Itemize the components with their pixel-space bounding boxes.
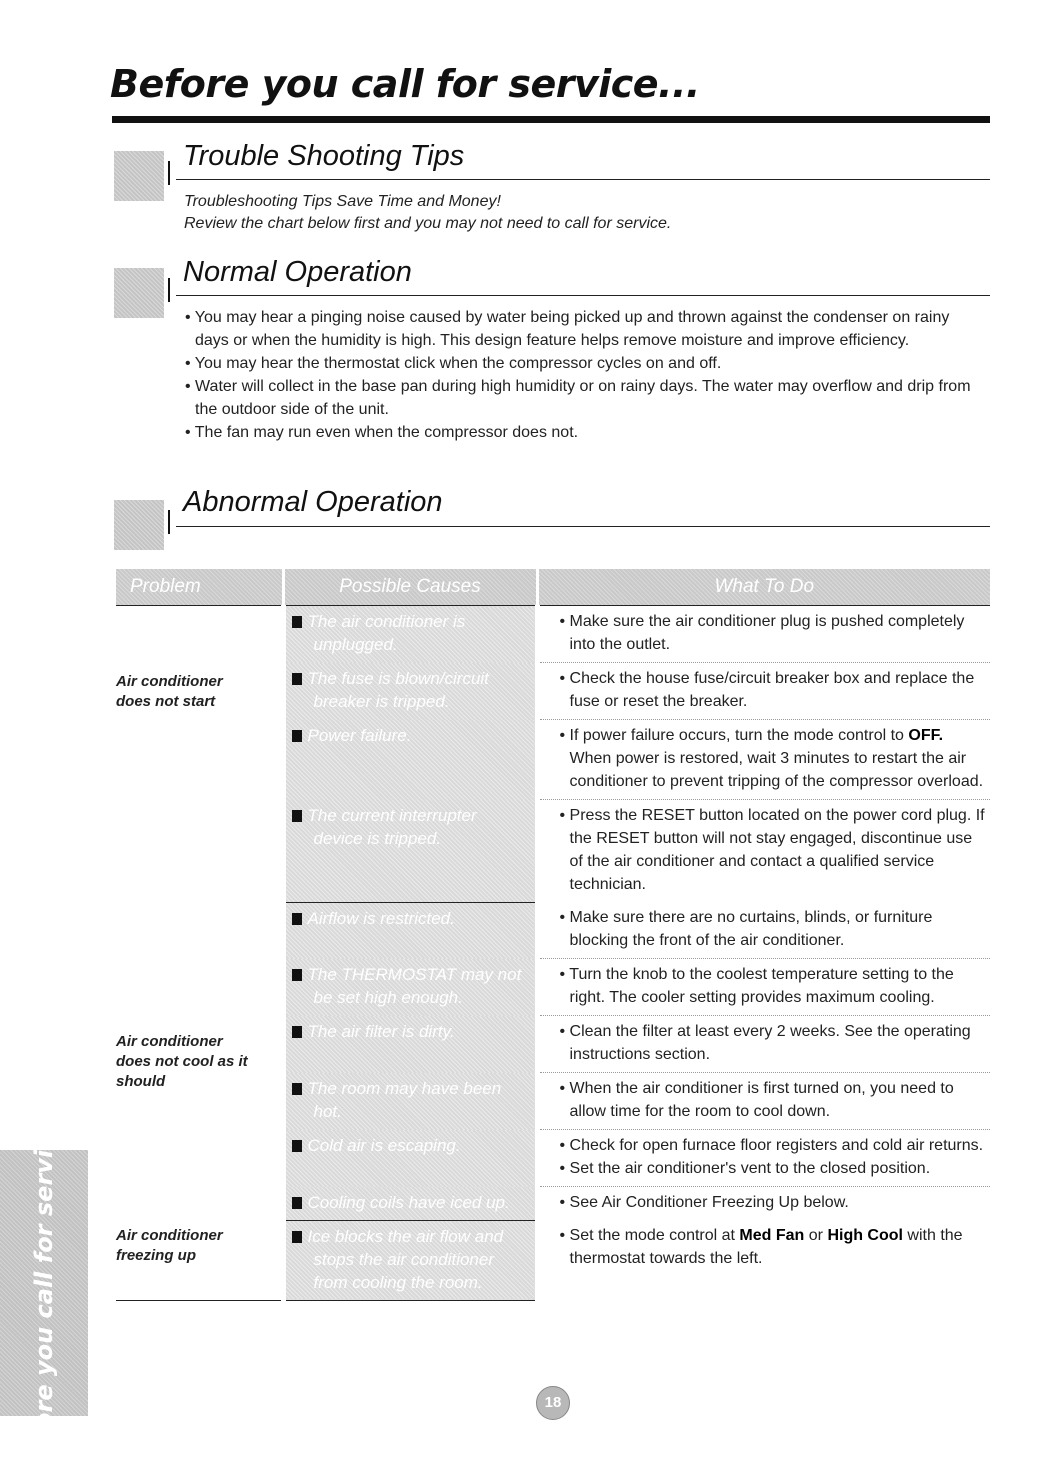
cause-cell: [283, 1016, 537, 1073]
todo-text-part: or: [804, 1227, 828, 1244]
todo-cell: [537, 720, 990, 800]
cause-cell: [283, 959, 537, 1016]
cause-text: Ice blocks the air flow and stops the air conditioner from cooling the room.: [307, 1226, 504, 1292]
header-what-to-do: What To Do: [537, 569, 990, 606]
bullet-square-icon: [292, 730, 302, 742]
todo-text-part: When power is restored, wait 3 minutes to restart the air conditioner to prevent tripping of the compressor overload.: [569, 750, 984, 790]
todo-text-bold: OFF.: [908, 727, 944, 744]
todo-text-bold: High Cool: [827, 1227, 903, 1244]
side-tab-label: Before you call for service...: [30, 1091, 58, 1474]
list-item: • You may hear the thermostat click when the compressor cycles on and off.: [183, 352, 983, 375]
cause-text: The room may have been hot.: [307, 1078, 502, 1121]
todo-cell: [537, 663, 990, 720]
todo-cell: [537, 800, 990, 903]
cause-cell: [283, 720, 537, 800]
problem-label: Air conditioner freezing up: [116, 1227, 223, 1264]
todo-text-bold: Med Fan: [739, 1227, 805, 1244]
cause-cell: [283, 902, 537, 959]
problem-cell: [116, 606, 283, 903]
page-number: 18: [536, 1386, 570, 1420]
todo-cell: [537, 1073, 990, 1130]
bullet-square-icon: [292, 1083, 302, 1095]
cause-cell: [283, 1130, 537, 1187]
problem-cell: [116, 902, 283, 1220]
tips-intro: [184, 191, 671, 235]
title-rule: [112, 116, 990, 123]
cause-text: The air filter is dirty.: [307, 1021, 455, 1041]
bullet-square-icon: [292, 1026, 302, 1038]
table-row: [116, 606, 990, 663]
cause-cell: [283, 800, 537, 903]
tips-heading: Trouble Shooting Tips: [183, 140, 465, 172]
todo-text: • Make sure the air conditioner plug is pushed completely into the outlet.: [560, 610, 987, 656]
todo-cell: [537, 902, 990, 959]
todo-text: • When the air conditioner is first turned on, you need to allow time for the room to cool down.: [560, 1077, 987, 1123]
normal-list: [183, 306, 983, 444]
cause-cell: [283, 606, 537, 663]
todo-text: • Clean the filter at least every 2 weeks. See the operating instructions section.: [560, 1020, 987, 1066]
cause-text: The THERMOSTAT may not be set high enough.: [307, 964, 522, 1007]
todo-text-part: with the thermostat towards the left.: [569, 1227, 963, 1267]
tips-rule: [176, 179, 990, 180]
table-row: [116, 1220, 990, 1300]
cause-text: Cold air is escaping.: [307, 1135, 461, 1155]
abnormal-heading: Abnormal Operation: [183, 486, 443, 518]
bullet-square-icon: [292, 616, 302, 628]
todo-text: • Press the RESET button located on the power cord plug. If the RESET button will not stay engaged, discontinue use of the air conditioner and contact a qualified service technician.: [560, 804, 987, 896]
troubleshooting-table: [116, 569, 990, 1301]
problem-cell: [116, 1220, 283, 1300]
table-header-row: [116, 569, 990, 606]
page-title: Before you call for service...: [110, 62, 700, 106]
list-item: • You may hear a pinging noise caused by water being picked up and thrown against the condenser on rainy days or when the humidity is high. This design feature helps remove moisture and improve efficiency.: [183, 306, 983, 352]
problem-label: Air conditioner does not start: [116, 673, 223, 710]
todo-text: • Turn the knob to the coolest temperature setting to the right. The cooler setting provides maximum cooling.: [560, 963, 987, 1009]
cause-text: Power failure.: [307, 725, 412, 745]
todo-cell: [537, 1187, 990, 1221]
list-item: • Water will collect in the base pan during high humidity or on rainy days. The water may overflow and drip from the outdoor side of the unit.: [183, 375, 983, 421]
bullet-square-icon: [292, 1197, 302, 1209]
cause-cell: [283, 1073, 537, 1130]
section-marker-icon: [114, 500, 164, 550]
todo-cell: [537, 1130, 990, 1187]
bullet-square-icon: [292, 913, 302, 925]
todo-text: • Make sure there are no curtains, blinds, or furniture blocking the front of the air conditioner.: [560, 906, 987, 952]
todo-text: • Check the house fuse/circuit breaker box and replace the fuse or reset the breaker.: [560, 667, 987, 713]
todo-text-part: If power failure occurs, turn the mode control to: [569, 727, 909, 744]
bullet-square-icon: [292, 810, 302, 822]
table-row: [116, 902, 990, 959]
list-item: • The fan may run even when the compressor does not.: [183, 421, 983, 444]
todo-text: • Set the air conditioner's vent to the closed position.: [560, 1157, 987, 1180]
cause-text: The current interrupter device is tripped.: [307, 805, 477, 848]
todo-text-part: Set the mode control at: [569, 1227, 740, 1244]
cause-cell: [283, 1220, 537, 1300]
todo-text: [560, 1224, 987, 1270]
cause-text: Cooling coils have iced up.: [307, 1192, 510, 1212]
cause-text: Airflow is restricted.: [307, 908, 455, 928]
todo-cell: [537, 1220, 990, 1300]
todo-cell: [537, 959, 990, 1016]
bullet-square-icon: [292, 969, 302, 981]
bullet-square-icon: [292, 1140, 302, 1152]
todo-text: • Check for open furnace floor registers and cold air returns.: [560, 1134, 987, 1157]
tips-line: Review the chart below first and you may not need to call for service.: [184, 215, 672, 232]
cause-cell: [283, 1187, 537, 1221]
cause-text: The air conditioner is unplugged.: [307, 612, 466, 654]
normal-rule: [176, 295, 990, 296]
header-problem: Problem: [116, 569, 283, 606]
todo-text: • See Air Conditioner Freezing Up below.: [560, 1191, 987, 1214]
bullet-square-icon: [292, 673, 302, 685]
bullet-square-icon: [292, 1231, 302, 1243]
abnormal-rule: [176, 526, 990, 527]
cause-cell: [283, 663, 537, 720]
section-marker-icon: [114, 151, 164, 201]
tips-line: Troubleshooting Tips Save Time and Money!: [184, 193, 501, 210]
header-causes: Possible Causes: [283, 569, 537, 606]
todo-cell: [537, 606, 990, 663]
side-tab: [0, 1091, 88, 1474]
section-marker-icon: [114, 268, 164, 318]
problem-label: Air conditioner does not cool as it should: [116, 1033, 248, 1090]
normal-heading: Normal Operation: [183, 256, 412, 288]
cause-text: The fuse is blown/circuit breaker is tripped.: [307, 668, 489, 711]
todo-text: [560, 724, 987, 793]
todo-cell: [537, 1016, 990, 1073]
